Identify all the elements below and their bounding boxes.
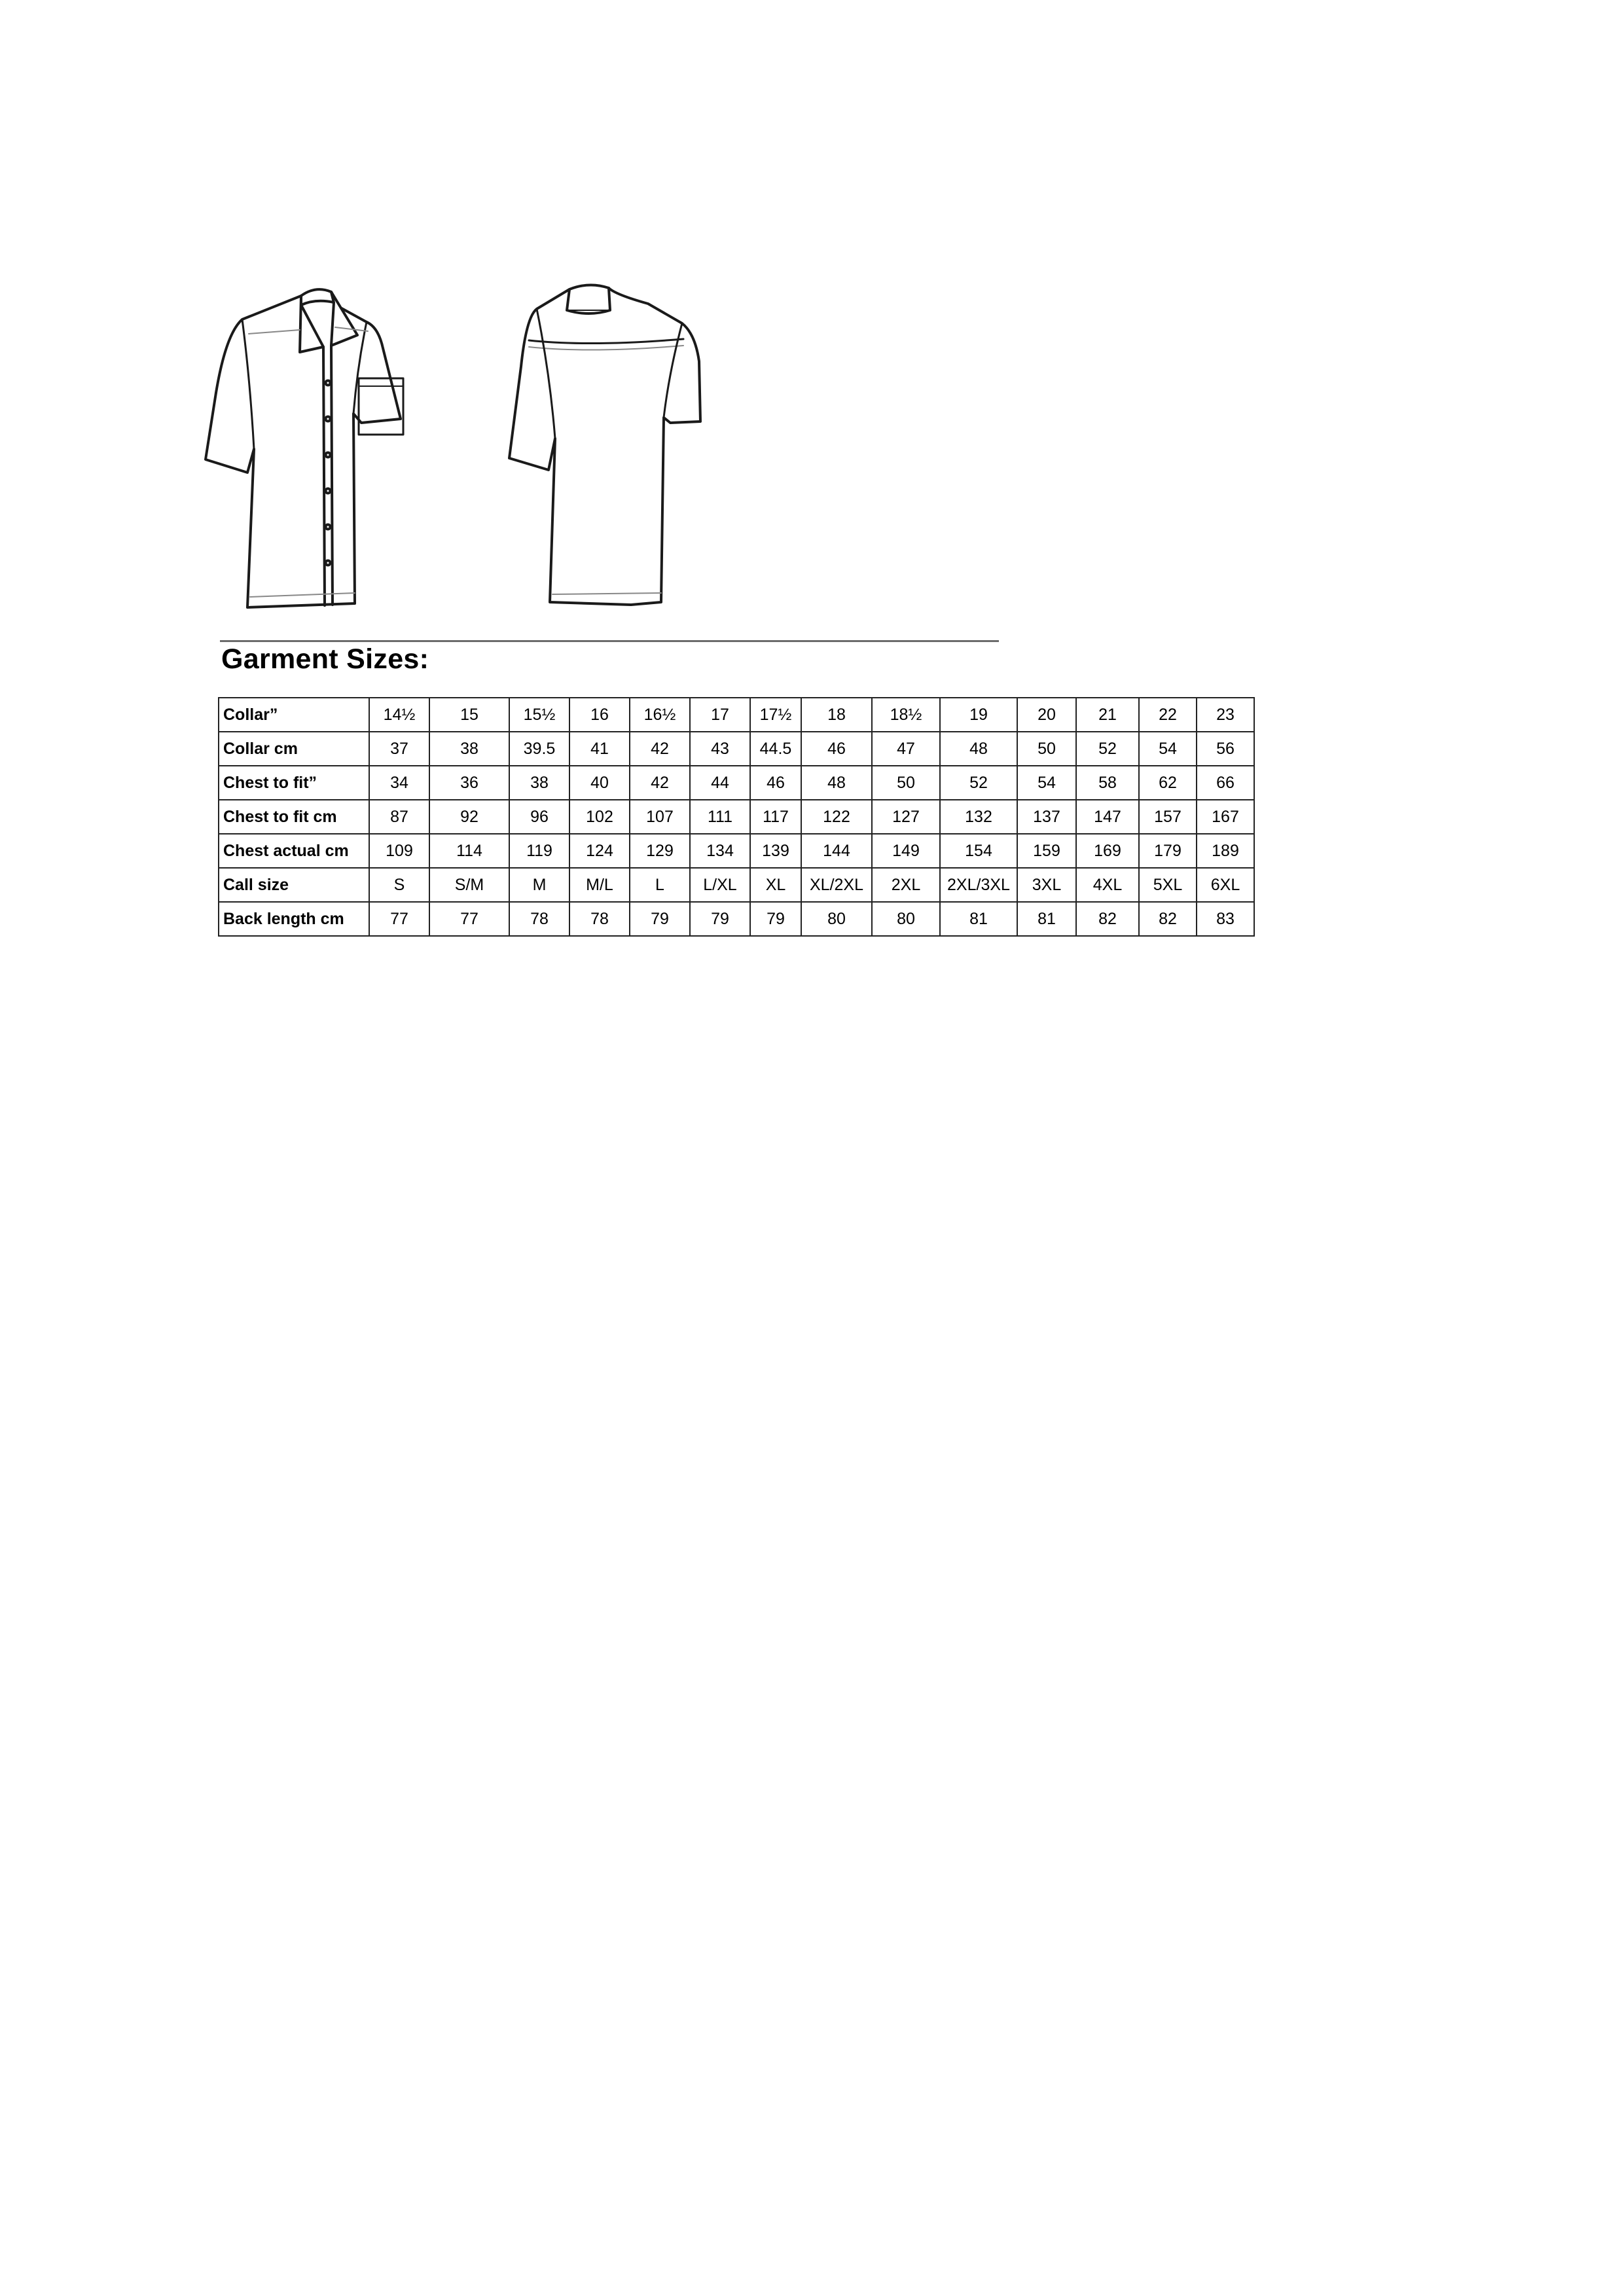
table-cell: 42	[630, 732, 690, 766]
table-cell: 79	[690, 902, 750, 936]
garment-sizes-heading: Garment Sizes:	[221, 643, 429, 675]
shirt-back-icon	[509, 285, 700, 605]
row-label: Call size	[219, 868, 369, 902]
table-cell: 19	[940, 698, 1017, 732]
row-label: Chest to fit cm	[219, 800, 369, 834]
table-cell: M	[509, 868, 569, 902]
table-cell: 2XL	[872, 868, 940, 902]
table-cell: 77	[429, 902, 509, 936]
table-cell: 37	[369, 732, 429, 766]
table-cell: 82	[1076, 902, 1139, 936]
table-cell: 4XL	[1076, 868, 1139, 902]
table-cell: 87	[369, 800, 429, 834]
table-cell: XL	[750, 868, 801, 902]
table-cell: 149	[872, 834, 940, 868]
table-cell: 17	[690, 698, 750, 732]
table-cell: 5XL	[1139, 868, 1197, 902]
table-cell: 46	[801, 732, 872, 766]
table-cell: 167	[1197, 800, 1254, 834]
table-cell: 66	[1197, 766, 1254, 800]
table-cell: 78	[569, 902, 630, 936]
row-label: Chest actual cm	[219, 834, 369, 868]
table-cell: 50	[1017, 732, 1076, 766]
table-cell: 17½	[750, 698, 801, 732]
table-cell: 79	[630, 902, 690, 936]
table-cell: 39.5	[509, 732, 569, 766]
table-cell: 79	[750, 902, 801, 936]
table-cell: 80	[872, 902, 940, 936]
table-cell: 129	[630, 834, 690, 868]
table-cell: 62	[1139, 766, 1197, 800]
table-cell: XL/2XL	[801, 868, 872, 902]
table-cell: 122	[801, 800, 872, 834]
table-cell: 40	[569, 766, 630, 800]
table-row	[219, 834, 1254, 868]
table-cell: 23	[1197, 698, 1254, 732]
row-label: Chest to fit”	[219, 766, 369, 800]
table-cell: 82	[1139, 902, 1197, 936]
table-cell: 139	[750, 834, 801, 868]
table-cell: 48	[940, 732, 1017, 766]
table-cell: 147	[1076, 800, 1139, 834]
shirt-illustration	[196, 262, 838, 628]
table-cell: 189	[1197, 834, 1254, 868]
table-cell: 83	[1197, 902, 1254, 936]
table-cell: M/L	[569, 868, 630, 902]
table-cell: 41	[569, 732, 630, 766]
table-cell: 56	[1197, 732, 1254, 766]
row-label: Back length cm	[219, 902, 369, 936]
table-cell: 46	[750, 766, 801, 800]
table-cell: 159	[1017, 834, 1076, 868]
table-cell: 102	[569, 800, 630, 834]
table-cell: 6XL	[1197, 868, 1254, 902]
table-cell: 77	[369, 902, 429, 936]
table-cell: 15	[429, 698, 509, 732]
table-cell: 58	[1076, 766, 1139, 800]
table-cell: 21	[1076, 698, 1139, 732]
table-cell: 137	[1017, 800, 1076, 834]
row-label: Collar cm	[219, 732, 369, 766]
table-cell: 107	[630, 800, 690, 834]
table-cell: 16½	[630, 698, 690, 732]
table-cell: 54	[1017, 766, 1076, 800]
table-cell: 144	[801, 834, 872, 868]
table-row	[219, 732, 1254, 766]
table-cell: 14½	[369, 698, 429, 732]
table-cell: L/XL	[690, 868, 750, 902]
table-cell: 18	[801, 698, 872, 732]
table-cell: 44.5	[750, 732, 801, 766]
shirt-drawings	[196, 262, 838, 628]
table-cell: 43	[690, 732, 750, 766]
table-cell: 3XL	[1017, 868, 1076, 902]
table-cell: 52	[940, 766, 1017, 800]
table-cell: 2XL/3XL	[940, 868, 1017, 902]
table-row	[219, 698, 1254, 732]
table-cell: 127	[872, 800, 940, 834]
table-row	[219, 766, 1254, 800]
garment-size-table	[218, 697, 1255, 937]
table-cell: 54	[1139, 732, 1197, 766]
table-cell: 38	[429, 732, 509, 766]
table-cell: 117	[750, 800, 801, 834]
table-row	[219, 902, 1254, 936]
table-cell: 81	[1017, 902, 1076, 936]
table-cell: 124	[569, 834, 630, 868]
table-cell: 114	[429, 834, 509, 868]
table-cell: 50	[872, 766, 940, 800]
table-cell: 92	[429, 800, 509, 834]
table-cell: 179	[1139, 834, 1197, 868]
shirt-front-icon	[206, 289, 403, 607]
table-cell: 18½	[872, 698, 940, 732]
table-cell: 20	[1017, 698, 1076, 732]
table-row	[219, 868, 1254, 902]
table-cell: 38	[509, 766, 569, 800]
table-cell: 42	[630, 766, 690, 800]
size-table-body	[219, 698, 1254, 936]
table-cell: 80	[801, 902, 872, 936]
table-cell: 34	[369, 766, 429, 800]
table-cell: 16	[569, 698, 630, 732]
table-cell: 78	[509, 902, 569, 936]
table-cell: 157	[1139, 800, 1197, 834]
table-cell: 36	[429, 766, 509, 800]
table-row	[219, 800, 1254, 834]
table-cell: 111	[690, 800, 750, 834]
table-cell: 15½	[509, 698, 569, 732]
table-cell: S/M	[429, 868, 509, 902]
table-cell: 48	[801, 766, 872, 800]
table-cell: 132	[940, 800, 1017, 834]
table-cell: 52	[1076, 732, 1139, 766]
table-cell: S	[369, 868, 429, 902]
table-cell: 109	[369, 834, 429, 868]
table-cell: 119	[509, 834, 569, 868]
table-cell: 96	[509, 800, 569, 834]
table-cell: L	[630, 868, 690, 902]
table-cell: 134	[690, 834, 750, 868]
table-cell: 22	[1139, 698, 1197, 732]
table-cell: 47	[872, 732, 940, 766]
table-cell: 81	[940, 902, 1017, 936]
table-cell: 154	[940, 834, 1017, 868]
table-cell: 169	[1076, 834, 1139, 868]
heading-rule	[220, 640, 999, 642]
table-cell: 44	[690, 766, 750, 800]
row-label: Collar”	[219, 698, 369, 732]
